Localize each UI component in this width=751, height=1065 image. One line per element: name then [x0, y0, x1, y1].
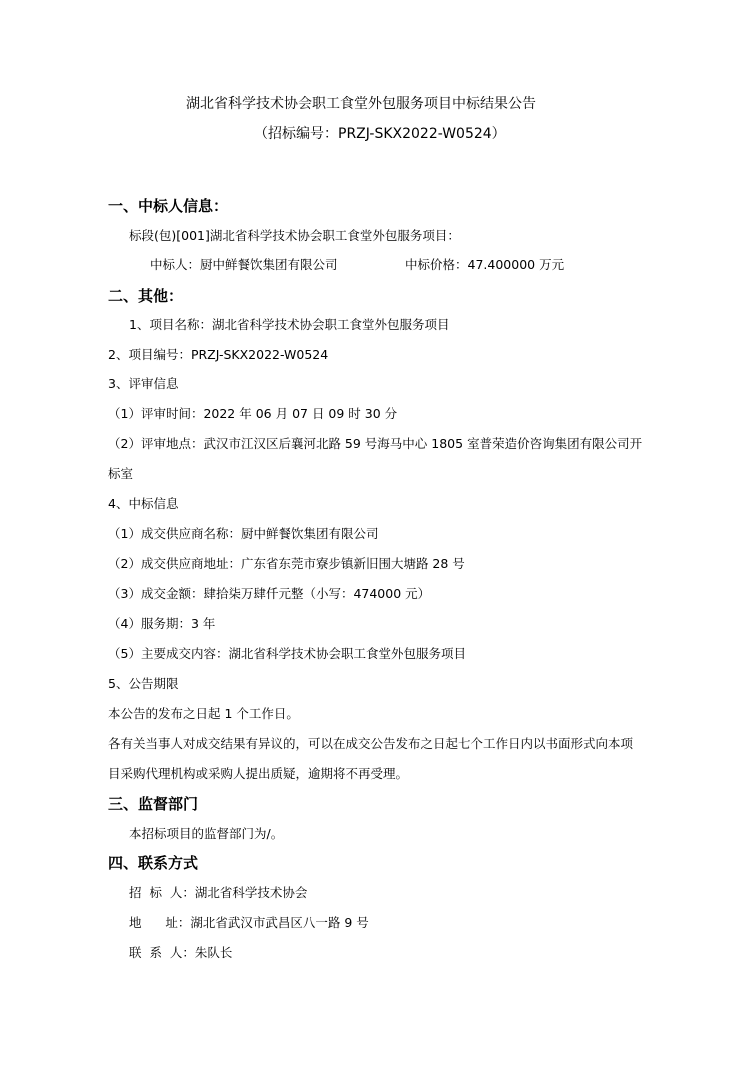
review-info-heading: 3、评审信息 [108, 376, 179, 391]
notice-period-heading: 5、公告期限 [108, 676, 179, 691]
contact-tenderer: 招 标 人：湖北省科学技术协会 [129, 885, 308, 900]
award-content: （5）主要成交内容：湖北省科学技术协会职工食堂外包服务项目 [108, 646, 466, 661]
contact-person: 联 系 人：朱队长 [129, 945, 233, 960]
objection-text: 各有关当事人对成交结果有异议的，可以在成交公告发布之日起七个工作日内以书面形式向本项目采购代理机构或采购人提出质疑，逾期将不再受理。 [108, 736, 634, 781]
winner-name: 中标人：厨中鲜餐饮集团有限公司 [150, 257, 338, 272]
notice-period-text: 本公告的发布之日起 1 个工作日。 [108, 706, 299, 721]
section-heading-other: 二、其他： [108, 287, 184, 305]
supplier-address: （2）成交供应商地址：广东省东莞市寮步镇新旧围大塘路 28 号 [108, 556, 465, 571]
contact-address: 地 址：湖北省武汉市武昌区八一路 9 号 [129, 915, 369, 930]
project-number: 2、项目编号：PRZJ-SKX2022-W0524 [108, 347, 329, 362]
award-info-heading: 4、中标信息 [108, 496, 179, 511]
bid-number: （招标编号：PRZJ-SKX2022-W0524） [254, 126, 506, 142]
section-heading-supervision: 三、监督部门 [108, 795, 199, 813]
lot-line: 标段(包)[001]湖北省科学技术协会职工食堂外包服务项目： [129, 228, 460, 243]
award-amount: （3）成交金额：肆拾柒万肆仟元整（小写：474000 元） [108, 586, 431, 601]
winner-price: 中标价格：47.400000 万元 [405, 257, 565, 272]
section-heading-contact: 四、联系方式 [108, 854, 199, 872]
section-heading-winner: 一、中标人信息： [108, 197, 229, 215]
supervision-text: 本招标项目的监督部门为/。 [129, 826, 284, 841]
service-period: （4）服务期：3 年 [108, 616, 216, 631]
supplier-name: （1）成交供应商名称：厨中鲜餐饮集团有限公司 [108, 526, 379, 541]
review-place: （2）评审地点：武汉市江汉区后襄河北路 59 号海马中心 1805 室普荣造价咨询集团有限公司开标室 [108, 436, 643, 481]
document-title: 湖北省科学技术协会职工食堂外包服务项目中标结果公告 [186, 96, 536, 112]
project-name: 1、项目名称：湖北省科学技术协会职工食堂外包服务项目 [129, 317, 450, 332]
review-time: （1）评审时间：2022 年 06 月 07 日 09 时 30 分 [108, 406, 398, 421]
